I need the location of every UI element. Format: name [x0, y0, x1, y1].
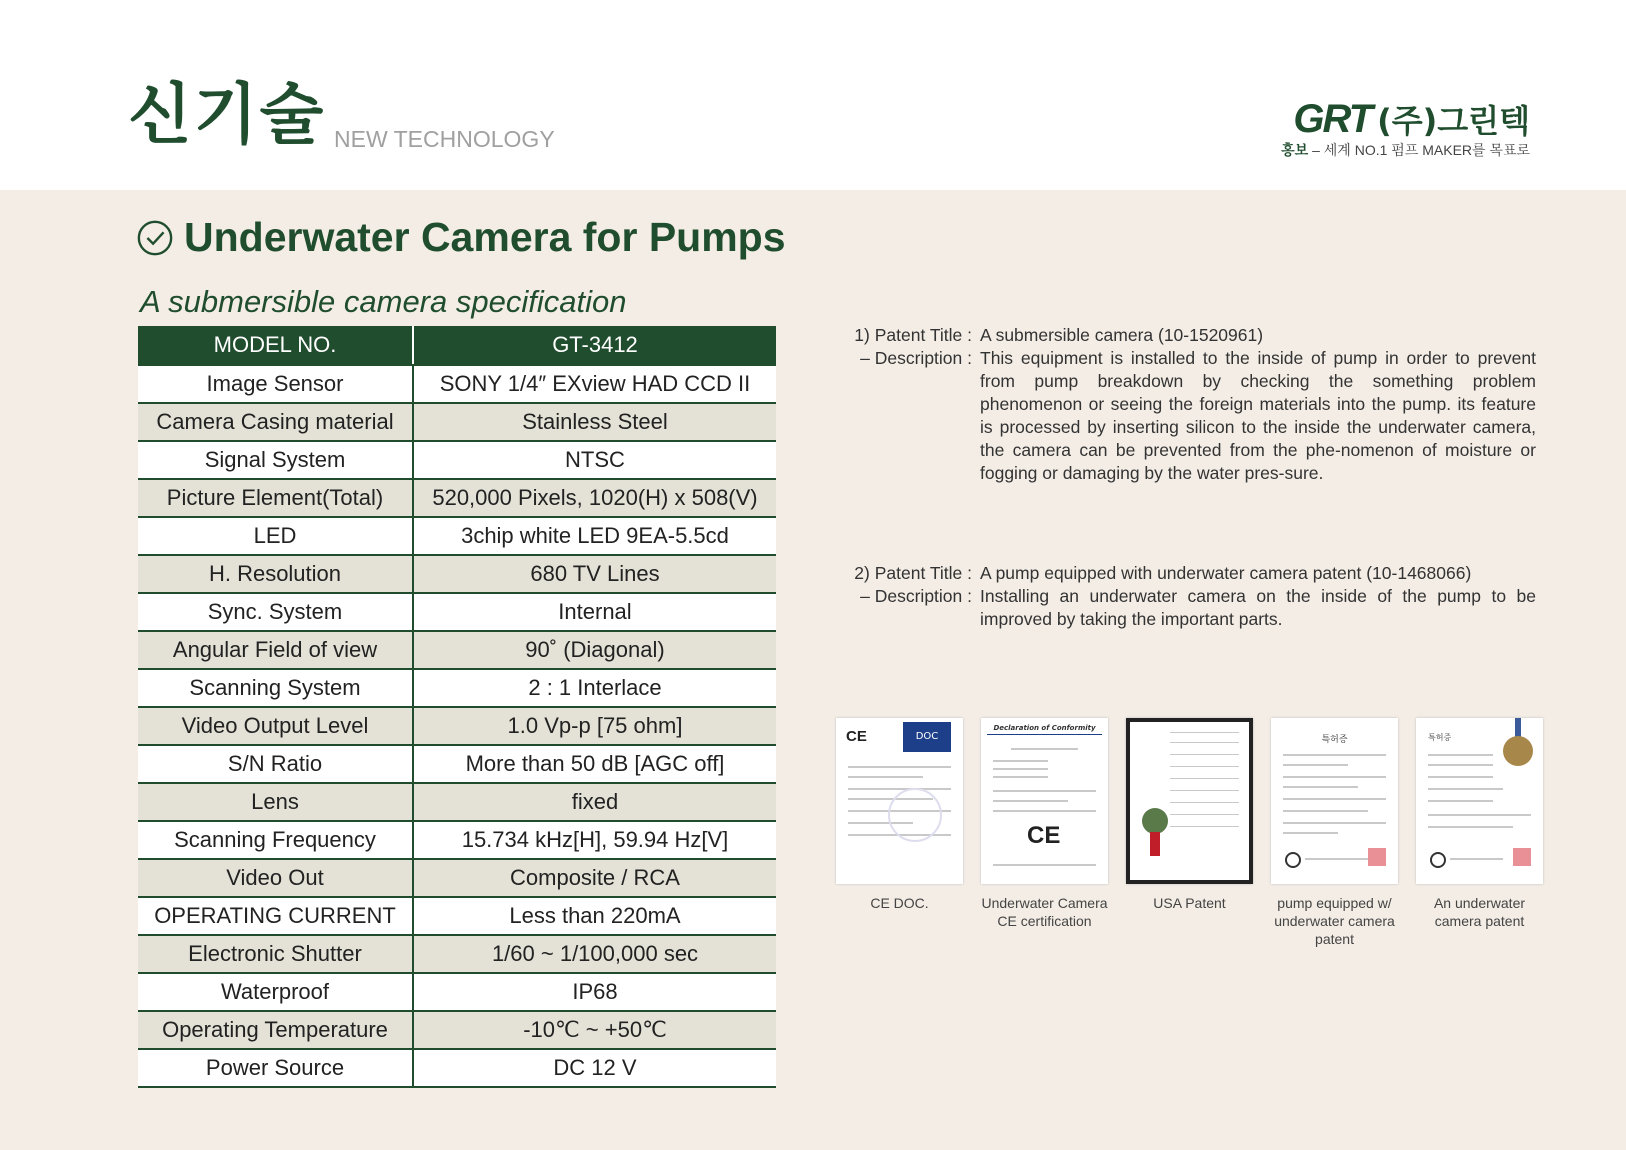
korean-section-title: 신기술: [128, 76, 326, 153]
section-title: [136, 214, 786, 261]
patent-description: Installing an underwater camera on the inside of the pump to be improved by taking the important parts.: [980, 586, 1536, 629]
spec-row: [138, 669, 776, 707]
certificate-image: [1126, 718, 1253, 884]
spec-value: SONY 1/4″ EXview HAD CCD II: [413, 365, 776, 403]
red-stamp: [1368, 848, 1386, 866]
spec-label: Power Source: [138, 1049, 413, 1087]
spec-label: OPERATING CURRENT: [138, 897, 413, 935]
spec-value: 2 : 1 Interlace: [413, 669, 776, 707]
patent-title-key: 1) Patent Title :: [854, 325, 972, 345]
spec-label: Scanning Frequency: [138, 821, 413, 859]
ce-mark-text: CE: [1027, 822, 1061, 849]
company-slogan: [1281, 140, 1530, 160]
slogan-text: – 세계 NO.1 펌프 MAKER를 목표로: [1308, 142, 1530, 158]
company-logo: [1293, 96, 1530, 142]
spec-value: DC 12 V: [413, 1049, 776, 1087]
spec-row: [138, 1011, 776, 1049]
english-section-title: NEW TECHNOLOGY: [334, 126, 555, 152]
spec-row: [138, 973, 776, 1011]
spec-value: More than 50 dB [AGC off]: [413, 745, 776, 783]
patent-title: A submersible camera (10-1520961): [980, 325, 1264, 345]
spec-label: Video Output Level: [138, 707, 413, 745]
spec-row: [138, 821, 776, 859]
certificate-underwater-camera-patent: [1416, 718, 1543, 948]
spec-row: [138, 783, 776, 821]
certificate-image: [1416, 718, 1543, 884]
ribbon: [1515, 718, 1521, 738]
spec-table: [138, 326, 776, 1088]
spec-label: Signal System: [138, 441, 413, 479]
spec-value: IP68: [413, 973, 776, 1011]
spec-label: Electronic Shutter: [138, 935, 413, 973]
logo-company-name: (주)그린텍: [1377, 102, 1530, 140]
spec-row: [138, 403, 776, 441]
certificate-caption: CE DOC.: [870, 895, 929, 911]
doc-badge: DOC: [903, 722, 951, 752]
ce-mark-text: CE: [846, 728, 867, 745]
emblem: [1430, 852, 1446, 868]
spec-value: 90˚ (Diagonal): [413, 631, 776, 669]
ribbon: [1150, 832, 1160, 856]
spec-row: [138, 365, 776, 403]
gold-seal: [1503, 736, 1533, 766]
certificate-ce-certification: [981, 718, 1108, 948]
patent-desc-key: – Description :: [860, 586, 972, 606]
certificate-image: [836, 718, 963, 884]
patent-title-key: 2) Patent Title :: [854, 563, 972, 583]
page-header: [0, 0, 1626, 190]
spec-value: fixed: [413, 783, 776, 821]
logo-mark: GRT: [1293, 97, 1372, 141]
spec-label: Angular Field of view: [138, 631, 413, 669]
spec-label: S/N Ratio: [138, 745, 413, 783]
certificate-caption: USA Patent: [1153, 895, 1226, 911]
spec-row: [138, 555, 776, 593]
certificate-image: [1271, 718, 1398, 884]
spec-label: Picture Element(Total): [138, 479, 413, 517]
certificate-ce-doc: [836, 718, 963, 948]
spec-value: 520,000 Pixels, 1020(H) x 508(V): [413, 479, 776, 517]
spec-value: 1.0 Vp-p [75 ohm]: [413, 707, 776, 745]
patent-title: A pump equipped with underwater camera patent (10-1468066): [980, 563, 1472, 583]
header-value: GT-3412: [413, 326, 776, 365]
watermark-seal: [888, 788, 942, 842]
red-stamp: [1513, 848, 1531, 866]
spec-table-header: [138, 326, 776, 365]
spec-value: Internal: [413, 593, 776, 631]
spec-row: [138, 517, 776, 555]
spec-row: [138, 897, 776, 935]
spec-value: 3chip white LED 9EA-5.5cd: [413, 517, 776, 555]
header-label: MODEL NO.: [138, 326, 413, 365]
spec-row: [138, 935, 776, 973]
patent-2: [830, 562, 1536, 631]
spec-row: [138, 745, 776, 783]
patent-description: This equipment is installed to the inside of pump in order to prevent from pump breakdown by checking the something problem phenomenon or seeing the foreign materials into the pump. its feature is processed by inserting silicon to the inside the underwater camera, the camera can be prevented from the phe-nomenon of moisture or fogging or damaging by the water pres-sure.: [980, 348, 1536, 483]
spec-value: 1/60 ~ 1/100,000 sec: [413, 935, 776, 973]
check-circle-icon: [136, 219, 174, 257]
spec-row: [138, 1049, 776, 1087]
certificate-image: [981, 718, 1108, 884]
certificate-pump-camera-patent: [1271, 718, 1398, 948]
spec-label: Camera Casing material: [138, 403, 413, 441]
spec-label: Operating Temperature: [138, 1011, 413, 1049]
patent-desc-key: – Description :: [860, 348, 972, 368]
spec-value: Stainless Steel: [413, 403, 776, 441]
certificate-caption: Underwater Camera CE certification: [981, 895, 1108, 929]
spec-table-body: [138, 365, 776, 1087]
kr-doc-title: 특허증: [1428, 733, 1452, 742]
slogan-bold: 홍보: [1281, 142, 1309, 158]
spec-value: NTSC: [413, 441, 776, 479]
section-subtitle: A submersible camera specification: [140, 284, 627, 319]
spec-label: H. Resolution: [138, 555, 413, 593]
spec-row: [138, 479, 776, 517]
spec-row: [138, 707, 776, 745]
spec-label: Scanning System: [138, 669, 413, 707]
spec-row: [138, 593, 776, 631]
spec-value: 15.734 kHz[H], 59.94 Hz[V]: [413, 821, 776, 859]
spec-label: Image Sensor: [138, 365, 413, 403]
patent-1: [830, 324, 1536, 485]
certificate-usa-patent: [1126, 718, 1253, 948]
spec-label: LED: [138, 517, 413, 555]
spec-value: Composite / RCA: [413, 859, 776, 897]
spec-value: -10℃ ~ +50℃: [413, 1011, 776, 1049]
certificate-caption: An underwater camera patent: [1433, 895, 1526, 929]
section-title-text: Underwater Camera for Pumps: [184, 214, 786, 260]
spec-label: Video Out: [138, 859, 413, 897]
spec-label: Waterproof: [138, 973, 413, 1011]
spec-label: Lens: [138, 783, 413, 821]
declaration-heading: Declaration of Conformity: [993, 724, 1096, 732]
kr-doc-title: 특허증: [1321, 735, 1348, 745]
spec-label: Sync. System: [138, 593, 413, 631]
certificate-caption: pump equipped w/ underwater camera patent: [1274, 895, 1395, 947]
spec-row: [138, 631, 776, 669]
spec-row: [138, 859, 776, 897]
emblem: [1285, 852, 1301, 868]
patent-seal: [1142, 808, 1168, 834]
spec-value: Less than 220mA: [413, 897, 776, 935]
spec-value: 680 TV Lines: [413, 555, 776, 593]
spec-row: [138, 441, 776, 479]
certificate-gallery: [836, 718, 1543, 948]
